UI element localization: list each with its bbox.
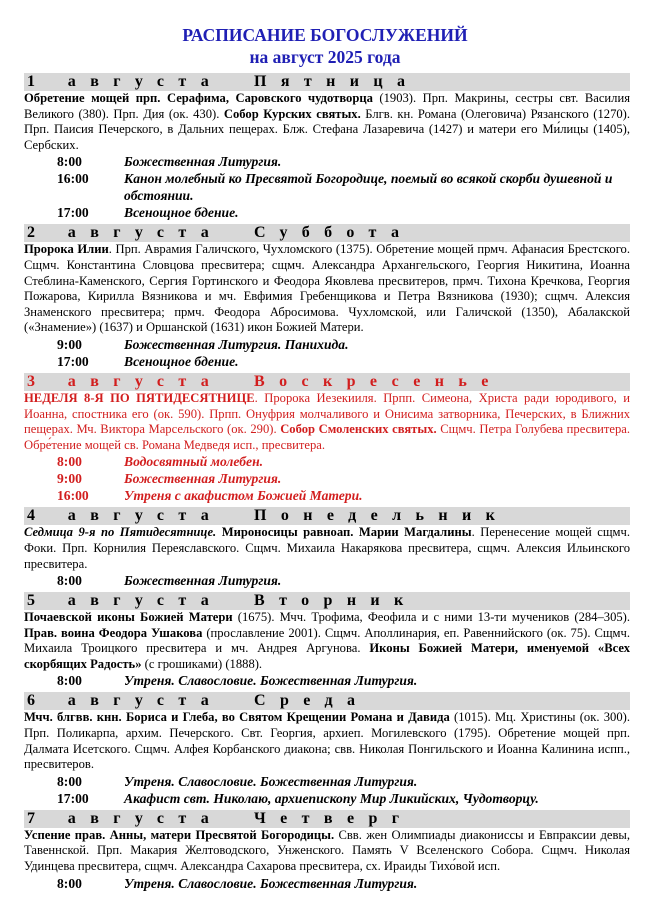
day-date: 2 августа xyxy=(27,224,224,242)
service-row xyxy=(24,170,630,204)
service-name: Божественная Литургия. Панихида. xyxy=(124,336,349,352)
service-name: Утреня. Славословие. Божественная Литургия. xyxy=(124,773,418,789)
description-text: . Пророка Иезекииля. Прпп. Симеона, Христа ради юродивого, и Иоанна, спостника его (ок. 590). Прпп. Онуфрия молчаливого и Онисима затворника, Печерских, в Ближних пещерах. Мч. Виктора Марсельского (ок. 290). xyxy=(24,390,630,437)
feast-name: Собор Курских святых. xyxy=(223,106,361,121)
day-date: 4 августа xyxy=(27,507,224,525)
service-row xyxy=(24,572,630,589)
day-header xyxy=(24,73,630,91)
day-weekday: Вторник xyxy=(254,592,418,610)
day-block xyxy=(24,692,630,806)
feast-name: Седмица 9-я по Пятидесятнице. xyxy=(24,525,217,540)
day-weekday: Четверг xyxy=(254,809,414,827)
day-block xyxy=(24,507,630,589)
service-row xyxy=(24,790,630,807)
feast-name: Пророка Илии xyxy=(24,242,109,257)
service-time: 8:00 xyxy=(57,673,82,689)
day-weekday: Пятница xyxy=(254,73,420,90)
service-row xyxy=(24,470,630,487)
day-weekday: Понедельник xyxy=(254,507,510,525)
feast-name: Мчч. блгвв. кнн. Бориса и Глеба, во Святом Крещении Романа и Давида xyxy=(24,710,450,725)
description-text: . Перенесение мощей сщмч. Фоки. Прп. Корнилия Переяславского. Сщмч. Михаила Накарякова пресвитера, сщмч. Алексия Ильинского пресвитера. xyxy=(24,525,630,571)
service-name: Всенощное бдение. xyxy=(124,353,239,369)
description-text: (1015). Мц. Христины (ок. 300). Прп. Поликарпа, архим. Печерского. Свт. Георгия, архиеп. Могилевского (1795). Обретение мощей прп. Далмата Исетского. Сщмч. Алфея Корбанского диакона; свв. Николая Понгильского и Иоанна Калинина испп., пресвитеров. xyxy=(24,710,630,772)
service-row xyxy=(24,773,630,790)
page-title: РАСПИСАНИЕ БОГОСЛУЖЕНИЙ xyxy=(182,25,468,45)
service-row xyxy=(24,487,630,504)
day-date: 5 августа xyxy=(27,592,224,610)
feast-name: Обретение мощей прп. Серафима, Саровского чудотворца xyxy=(24,91,373,105)
service-name: Утреня. Славословие. Божественная Литургия. xyxy=(124,673,418,689)
description-text: (1903). Прп. Макрины, сестры свт. Василия Великого (380). Прп. Дия (ок. 430). xyxy=(24,91,630,121)
day-block xyxy=(24,810,630,892)
feast-name: Успение прав. Анны, матери Пресвятой Богородицы. xyxy=(24,827,335,842)
day-header xyxy=(24,592,630,610)
service-time: 17:00 xyxy=(57,790,89,806)
schedule xyxy=(24,73,630,895)
service-name: Утреня. Славословие. Божественная Литургия. xyxy=(124,875,418,891)
day-header xyxy=(24,507,630,525)
feast-name: Мироносицы равноап. Марии Магдалины xyxy=(221,525,472,540)
description-text: (с грошиками) (1888). xyxy=(141,656,263,671)
day-description xyxy=(24,710,630,772)
service-time: 16:00 xyxy=(57,488,89,504)
service-row xyxy=(24,875,630,892)
service-time: 8:00 xyxy=(57,875,82,891)
description-text: . Прп. Аврамия Галичского, Чухломского (1375). Обретение мощей прмч. Афанасия Брестского. Сщмч. Константина Словцова пресвитера; сщмч. Александра Архангельского, Георгия Никитина, Иоанна Стеблина-Каменского, Сергия Гортинского и Феодора Яковлева пресвитеров, прмч. Тихона Кречкова, Георгия Пожарова, Кирилла Вязникова и мч. Евфимия Гребенщикова и Петра Вязникова (1930); сщмч. Алексия Знаменского пресвитера; прмч. Феодора Абросимова. Чухломской, или Галичской (1350), Абалакской («Знамение») (1637) и Оршанской (1631) икон Божией Матери. xyxy=(24,242,630,335)
day-block xyxy=(24,224,630,370)
day-block xyxy=(24,373,630,504)
service-name: Утреня с акафистом Божией Матери. xyxy=(124,488,363,504)
service-time: 8:00 xyxy=(57,154,82,170)
service-row xyxy=(24,153,630,170)
day-description xyxy=(24,242,630,336)
day-description xyxy=(24,91,630,153)
service-time: 17:00 xyxy=(57,205,89,221)
service-name: Божественная Литургия. xyxy=(124,573,282,589)
feast-name: НЕДЕЛЯ 8-Я ПО ПЯТИДЕСЯТНИЦЕ xyxy=(24,390,255,405)
day-date: 1 августа xyxy=(27,73,224,90)
service-name: Божественная Литургия. xyxy=(124,471,282,487)
service-time: 9:00 xyxy=(57,336,82,352)
day-weekday: Суббота xyxy=(254,224,414,242)
service-row xyxy=(24,672,630,689)
service-row xyxy=(24,453,630,470)
day-weekday: Среда xyxy=(254,692,370,710)
service-time: 9:00 xyxy=(57,471,82,487)
day-header xyxy=(24,224,630,242)
page-subtitle: на август 2025 года xyxy=(249,47,401,67)
day-description xyxy=(24,828,630,875)
service-row xyxy=(24,353,630,370)
day-header xyxy=(24,692,630,710)
day-block xyxy=(24,73,630,221)
feast-name: Прав. воина Феодора Ушакова xyxy=(24,625,203,640)
feast-name: Почаевской иконы Божией Матери xyxy=(24,610,233,625)
day-description xyxy=(24,391,630,453)
service-time: 8:00 xyxy=(57,773,82,789)
service-name: Акафист свт. Николаю, архиепископу Мир Ликийских, Чудотворцу. xyxy=(124,790,539,806)
description-text: Сщмч. Петра Голубева пресвитера. Обре́тение мощей св. Романа Медведя исп., пресвитера. xyxy=(24,422,631,452)
day-header xyxy=(24,373,630,391)
feast-name: Собор Смоленских святых. xyxy=(280,422,437,437)
service-name: Божественная Литургия. xyxy=(124,154,282,170)
service-row xyxy=(24,336,630,353)
day-date: 7 августа xyxy=(27,809,224,827)
description-text: Блгв. кн. Романа (Олеговича) Рязанского (1270). Прп. Паисия Печерского, в Дальних пещерах. Блж. Стефана Лазаревича (1427) и матери его Ми́лицы (1405), Сербских. xyxy=(24,106,631,152)
service-time: 8:00 xyxy=(57,454,82,470)
service-row xyxy=(24,204,630,221)
service-time: 17:00 xyxy=(57,353,89,369)
description-text: (1675). Мчч. Трофима, Феофила и с ними 13-ти мучеников (284–305). xyxy=(232,610,630,625)
day-weekday: Воскресенье xyxy=(254,372,503,390)
feast-name: Иконы Божией Матери, именуемой «Всех скорбящих Радость» xyxy=(24,641,630,671)
service-name: Водосвятный молебен. xyxy=(124,454,264,470)
service-name: Канон молебный ко Пресвятой Богородице, поемый во всякой скорби душевной и обстоянии. xyxy=(124,171,613,204)
day-date: 3 августа xyxy=(27,372,224,390)
day-description xyxy=(24,525,630,572)
service-time: 8:00 xyxy=(57,573,82,589)
service-name: Всенощное бдение. xyxy=(124,205,239,221)
service-time: 16:00 xyxy=(57,171,89,187)
description-text: Свв. жен Олимпиады диакониссы и Евпраксии девы, Тавеннской. Прп. Макария Желтоводского, Унженского. Память V Вселенского Собора. Сщмч. Николая Удинцева пресвитера, сщмч. Александра Сахарова пресвитера, сх. Ираиды Тихо́вой исп. xyxy=(24,827,630,874)
day-block xyxy=(24,592,630,689)
day-date: 6 августа xyxy=(27,692,224,710)
day-description xyxy=(24,610,630,672)
description-text: (прославление 2001). Сщмч. Аполлинария, еп. Равеннийского (ок. 75). Сщмч. Михаила Троицкого пресвитера и мч. Андрея Аргунова. xyxy=(24,625,630,656)
day-header xyxy=(24,810,630,828)
